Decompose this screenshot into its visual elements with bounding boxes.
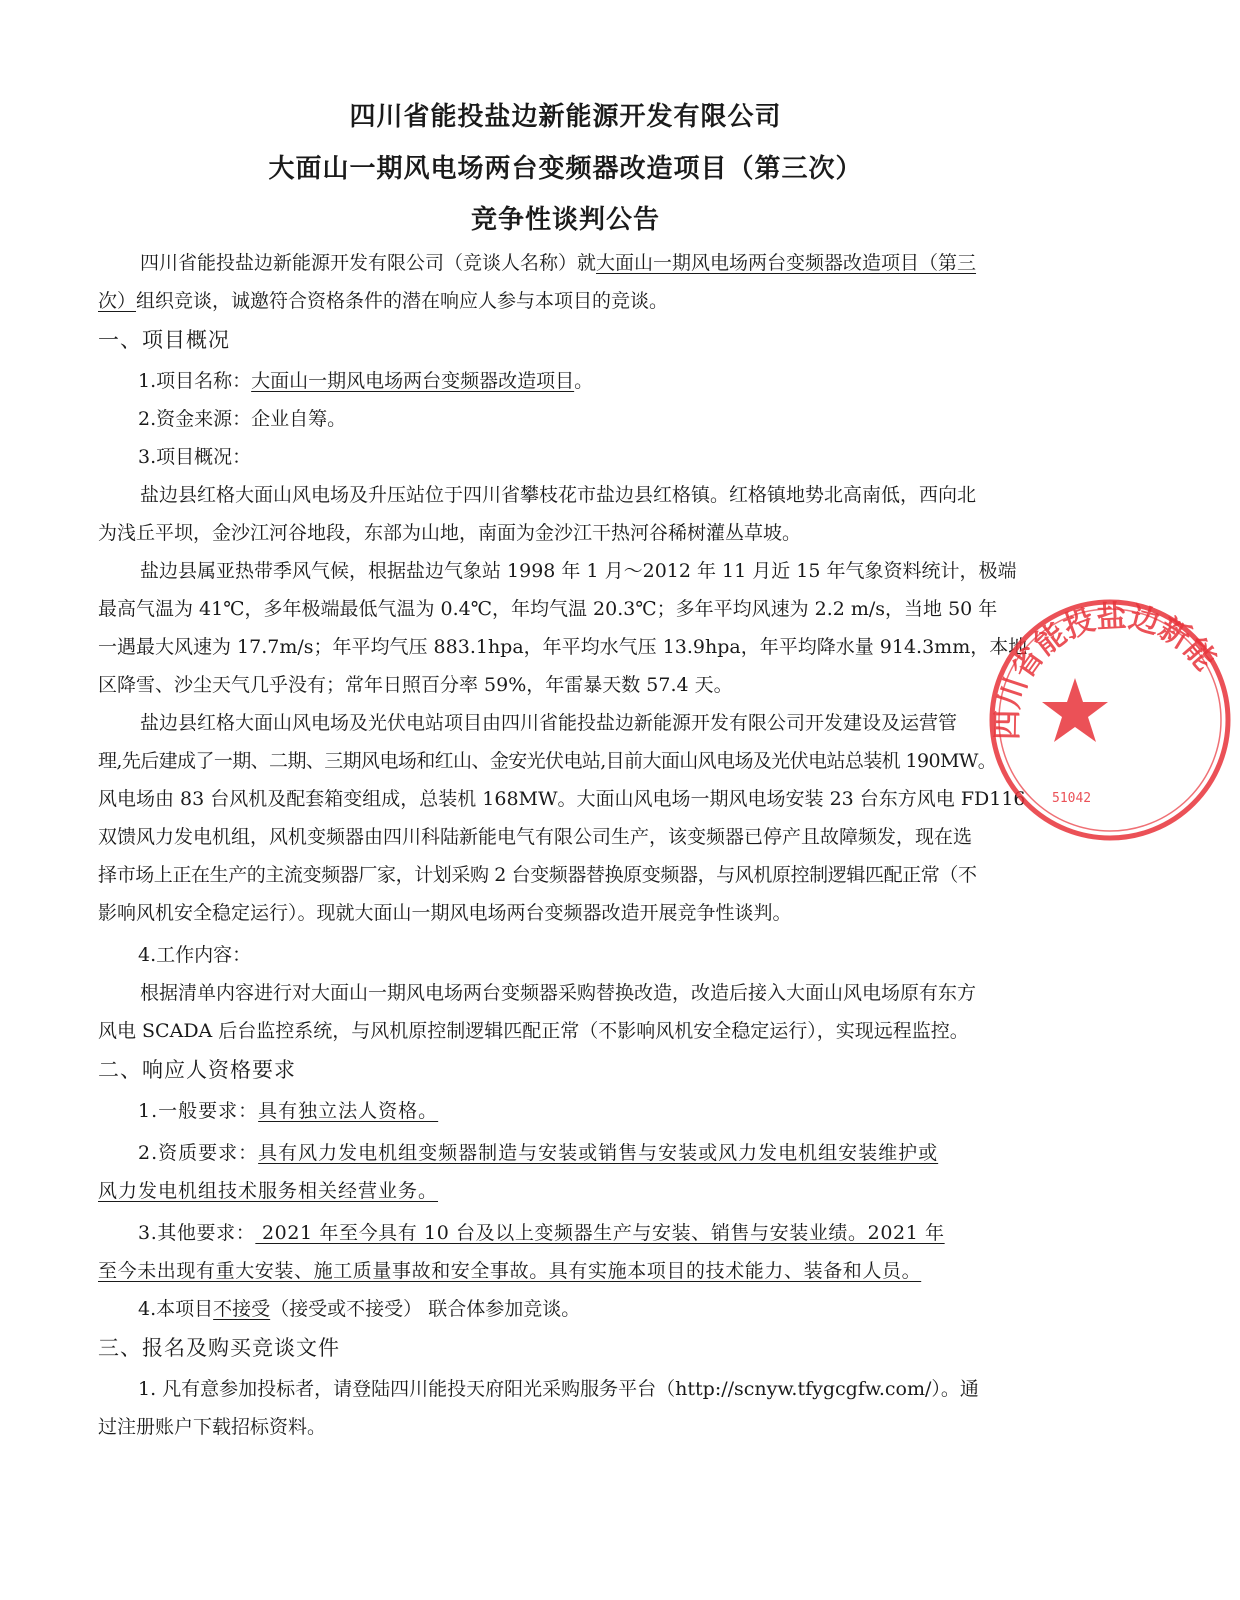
project-name-value: 大面山一期风电场两台变频器改造项目 xyxy=(251,370,575,392)
intro-text-end: 组织竞谈，诚邀符合资格条件的潜在响应人参与本项目的竞谈。 xyxy=(136,290,669,312)
registration-line-1: 1. 凡有意参加投标者，请登陆四川能投天府阳光采购服务平台（http://scnyw.tfygcgfw.com/）。通 xyxy=(138,1378,979,1400)
project-para-line-3: 风电场由 83 台风机及配套箱变组成，总装机 168MW。大面山风电场一期风电场安装 23 台东方风电 FD116 xyxy=(98,788,1026,810)
intro-text: 四川省能投盐边新能源开发有限公司（竞谈人名称）就 xyxy=(140,252,597,274)
section-heading-qualification: 二、响应人资格要求 xyxy=(98,1058,296,1082)
general-requirement-value: 具有独立法人资格。 xyxy=(258,1100,439,1122)
intro-project-name-end: 次） xyxy=(98,290,137,312)
seal-star-icon xyxy=(1042,678,1108,742)
climate-para-line-2: 最高气温为 41℃，多年极端最低气温为 0.4℃，年均气温 20.3℃；多年平均风速为 2.2 m/s，当地 50 年 xyxy=(98,598,998,620)
overview-label: 3.项目概况： xyxy=(138,446,252,468)
consortium-text: 4.本项目 xyxy=(138,1298,214,1320)
qualification-requirement-line-1 xyxy=(138,1140,938,1166)
project-name-label: 1.项目名称： xyxy=(138,370,252,392)
work-content-line-1: 根据清单内容进行对大面山一期风电场两台变频器采购替换改造，改造后接入大面山风电场原有东方 xyxy=(140,982,977,1004)
project-name-line xyxy=(138,368,593,394)
work-content-line-2: 风电 SCADA 后台监控系统，与风机原控制逻辑匹配正常（不影响风机安全稳定运行），实现远程监控。 xyxy=(98,1020,969,1042)
intro-line-2 xyxy=(98,288,668,314)
section-heading-registration: 三、报名及购买竞谈文件 xyxy=(98,1336,340,1360)
project-title: 大面山一期风电场两台变频器改造项目（第三次） xyxy=(268,154,863,184)
qualification-requirement-value-cont: 风力发电机组技术服务相关经营业务。 xyxy=(98,1180,439,1202)
other-requirement-label: 3.其他要求： xyxy=(138,1222,256,1244)
intro-line-1 xyxy=(140,250,976,276)
location-para-line-2: 为浅丘平坝，金沙江河谷地段，东部为山地，南面为金沙江干热河谷稀树灌丛草坡。 xyxy=(98,522,802,544)
project-para-line-2: 理,先后建成了一期、二期、三期风电场和红山、金安光伏电站,目前大面山风电场及光伏电站总装机 190MW。 xyxy=(98,750,997,772)
registration-line-2: 过注册账户下载招标资料。 xyxy=(98,1416,327,1438)
qualification-requirement-line-2 xyxy=(98,1178,438,1204)
other-requirement-value-cont: 至今未出现有重大安装、施工质量事故和安全事故。具有实施本项目的技术能力、装备和人员。 xyxy=(98,1260,922,1282)
qualification-requirement-value: 具有风力发电机组变频器制造与安装或销售与安装或风力发电机组安装维护或 xyxy=(258,1142,939,1164)
project-para-line-5: 择市场上正在生产的主流变频器厂家，计划采购 2 台变频器替换原变频器，与风机原控制逻辑匹配正常（不 xyxy=(98,864,977,886)
location-para-line-1: 盐边县红格大面山风电场及升压站位于四川省攀枝花市盐边县红格镇。红格镇地势北高南低，西向北 xyxy=(140,484,977,506)
other-requirement-line-2 xyxy=(98,1258,921,1284)
seal-code: 51042 xyxy=(1052,791,1092,806)
project-para-line-1: 盐边县红格大面山风电场及光伏电站项目由四川省能投盐边新能源开发有限公司开发建设及运营管 xyxy=(140,712,958,734)
fund-source-line: 2.资金来源：企业自筹。 xyxy=(138,408,347,430)
project-para-line-4: 双馈风力发电机组，风机变频器由四川科陆新能电气有限公司生产，该变频器已停产且故障频发，现在选 xyxy=(98,826,973,848)
seal-text: 四川省能投盐边新能 xyxy=(989,599,1223,741)
other-requirement-value: 2021 年至今具有 10 台及以上变频器生产与安装、销售与安装业绩。2021 年 xyxy=(255,1222,945,1244)
general-requirement-line xyxy=(138,1098,438,1124)
climate-para-line-1: 盐边县属亚热带季风气候，根据盐边气象站 1998 年 1 月～2012 年 11 月近 15 年气象资料统计，极端 xyxy=(140,560,1017,582)
general-requirement-label: 1.一般要求： xyxy=(138,1100,259,1122)
project-name-end: 。 xyxy=(574,370,594,392)
company-seal xyxy=(980,590,1240,850)
company-title: 四川省能投盐边新能源开发有限公司 xyxy=(349,102,782,132)
other-requirement-line-1 xyxy=(138,1220,945,1246)
climate-para-line-3: 一遇最大风速为 17.7m/s；年平均气压 883.1hpa，年平均水气压 13.9hpa，年平均降水量 914.3mm，本地 xyxy=(98,636,1028,658)
consortium-line xyxy=(138,1296,580,1322)
document-type-title: 竞争性谈判公告 xyxy=(470,205,660,235)
project-para-line-6: 影响风机安全稳定运行）。现就大面山一期风电场两台变频器改造开展竞争性谈判。 xyxy=(98,902,792,924)
consortium-choice: 不接受 xyxy=(213,1298,271,1320)
qualification-requirement-label: 2.资质要求： xyxy=(138,1142,259,1164)
intro-project-name: 大面山一期风电场两台变频器改造项目（第三 xyxy=(596,252,977,274)
consortium-text-end: （接受或不接受） 联合体参加竞谈。 xyxy=(270,1298,581,1320)
climate-para-line-4: 区降雪、沙尘天气几乎没有；常年日照百分率 59%，年雷暴天数 57.4 天。 xyxy=(98,674,733,696)
work-content-label: 4.工作内容： xyxy=(138,944,252,966)
section-heading-overview: 一、项目概况 xyxy=(98,328,230,352)
